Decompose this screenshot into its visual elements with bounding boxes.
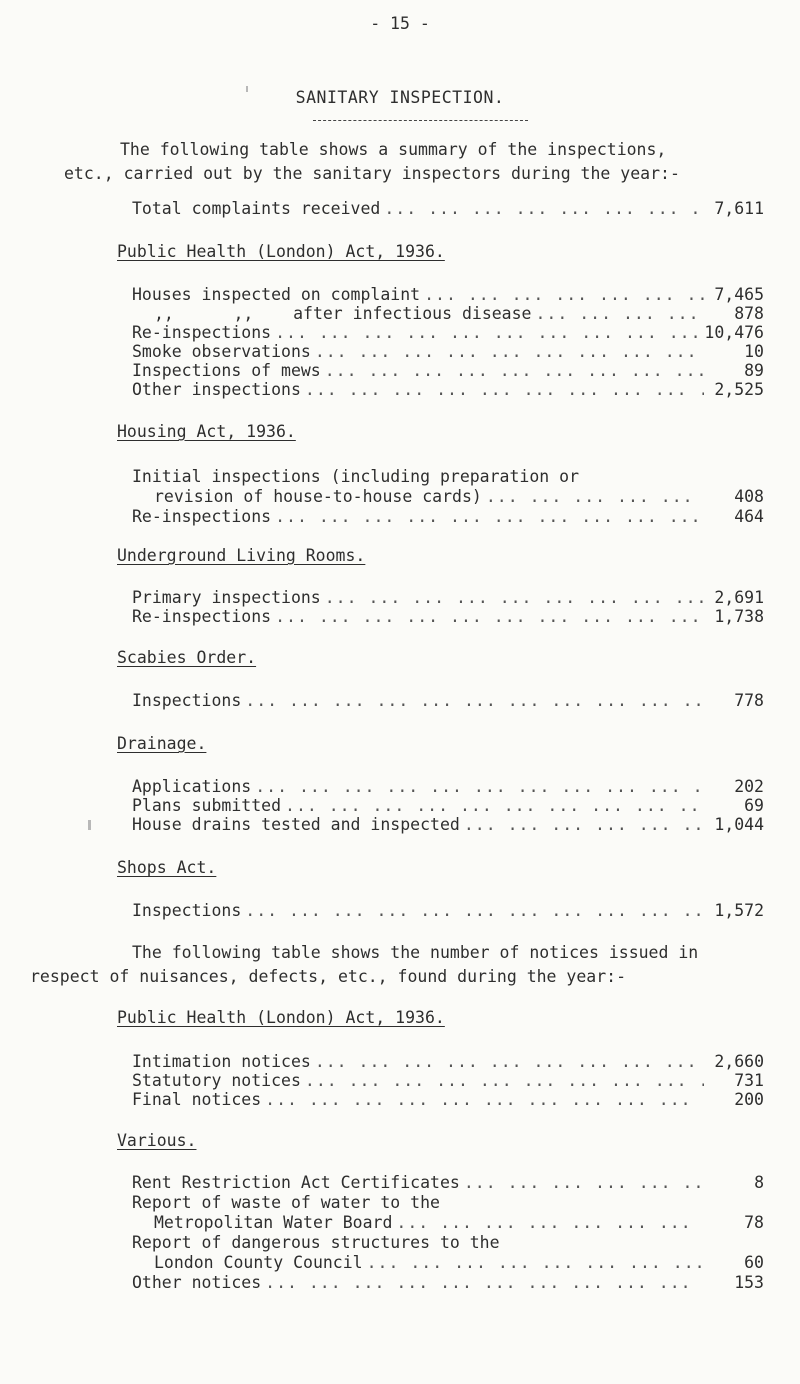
table-row (132, 901, 764, 923)
row-label: Houses inspected on complaint (132, 285, 421, 304)
table-row (132, 487, 764, 509)
section-heading: Shops Act. (117, 858, 217, 877)
row-label: Report of waste of water to the (132, 1193, 440, 1212)
row-value: 778 (734, 691, 764, 710)
intro-paragraph (64, 138, 754, 186)
row-value: 60 (744, 1253, 764, 1272)
row-label: Final notices (132, 1090, 262, 1109)
table-row (132, 607, 764, 629)
row-label: Re-inspections (132, 323, 272, 342)
table-row (132, 1193, 764, 1215)
table-row (132, 1173, 764, 1195)
row-value: 7,465 (714, 285, 764, 304)
row-value: 408 (734, 487, 764, 506)
row-label: House drains tested and inspected (132, 815, 460, 834)
notices-paragraph (30, 941, 770, 989)
row-label: Applications (132, 777, 252, 796)
section-heading: Scabies Order. (117, 648, 257, 667)
row-value: 464 (734, 507, 764, 526)
title-underline (313, 120, 528, 121)
intro-line-1: The following table shows a summary of the inspections, (120, 140, 667, 159)
table-row (132, 1233, 764, 1255)
section-heading: Public Health (London) Act, 1936. (117, 1008, 445, 1027)
row-value: 1,738 (714, 607, 764, 626)
row-label: Report of dangerous structures to the (132, 1233, 500, 1252)
row-value: 878 (734, 304, 764, 323)
row-value: 10 (744, 342, 764, 361)
row-label: Inspections (132, 691, 242, 710)
row-label: Primary inspections (132, 588, 321, 607)
page-title: SANITARY INSPECTION. (295, 88, 505, 107)
notices-intro-line-2: respect of nuisances, defects, etc., found during the year:- (30, 967, 627, 986)
margin-mark (246, 86, 248, 92)
row-label: Rent Restriction Act Certificates (132, 1173, 460, 1192)
row-label: Inspections of mews (132, 361, 321, 380)
row-value: 1,572 (714, 901, 764, 920)
table-row (132, 380, 764, 402)
margin-mark (88, 820, 91, 830)
row-value: 1,044 (714, 815, 764, 834)
row-value: 200 (734, 1090, 764, 1109)
row-value: 2,525 (714, 380, 764, 399)
table-row (132, 691, 764, 713)
row-value: 69 (744, 796, 764, 815)
table-row (132, 507, 764, 529)
row-value: 8 (754, 1173, 764, 1192)
row-label: Statutory notices (132, 1071, 301, 1090)
row-label: Re-inspections (132, 507, 272, 526)
intro-line-2: etc., carried out by the sanitary inspectors during the year:- (64, 164, 680, 183)
row-label: Inspections (132, 901, 242, 920)
section-heading: Various. (117, 1131, 197, 1150)
table-row (132, 1213, 764, 1235)
table-row (132, 1273, 764, 1295)
row-label: revision of house-to-house cards) (154, 487, 482, 506)
row-label: London County Council (154, 1253, 363, 1272)
row-label: Initial inspections (including preparation or (132, 467, 580, 486)
section-heading: Housing Act, 1936. (117, 422, 296, 441)
row-label: Plans submitted (132, 796, 282, 815)
row-label: Intimation notices (132, 1052, 311, 1071)
row-value: 731 (734, 1071, 764, 1090)
row-label: Other notices (132, 1273, 262, 1292)
row-value: 2,660 (714, 1052, 764, 1071)
total-complaints-row (132, 199, 764, 221)
section-heading: Drainage. (117, 734, 207, 753)
table-row (132, 815, 764, 837)
row-value: 7,611 (714, 199, 764, 218)
row-value: 78 (744, 1213, 764, 1232)
row-label: Total complaints received (132, 199, 381, 218)
notices-intro-line-1: The following table shows the number of notices issued in (132, 943, 699, 962)
row-label: Smoke observations (132, 342, 311, 361)
row-value: 153 (734, 1273, 764, 1292)
page-number: - 15 - (370, 14, 430, 33)
section-heading: Underground Living Rooms. (117, 546, 366, 565)
row-label: Metropolitan Water Board (154, 1213, 393, 1232)
section-heading: Public Health (London) Act, 1936. (117, 242, 445, 261)
row-value: 89 (744, 361, 764, 380)
row-value: 2,691 (714, 588, 764, 607)
row-value: 202 (734, 777, 764, 796)
table-row (132, 467, 764, 489)
table-row (132, 1090, 764, 1112)
row-label: ,, ,, after infectious disease (154, 304, 532, 323)
row-value: 10,476 (704, 323, 764, 342)
row-label: Other inspections (132, 380, 301, 399)
row-label: Re-inspections (132, 607, 272, 626)
table-row (132, 1253, 764, 1275)
